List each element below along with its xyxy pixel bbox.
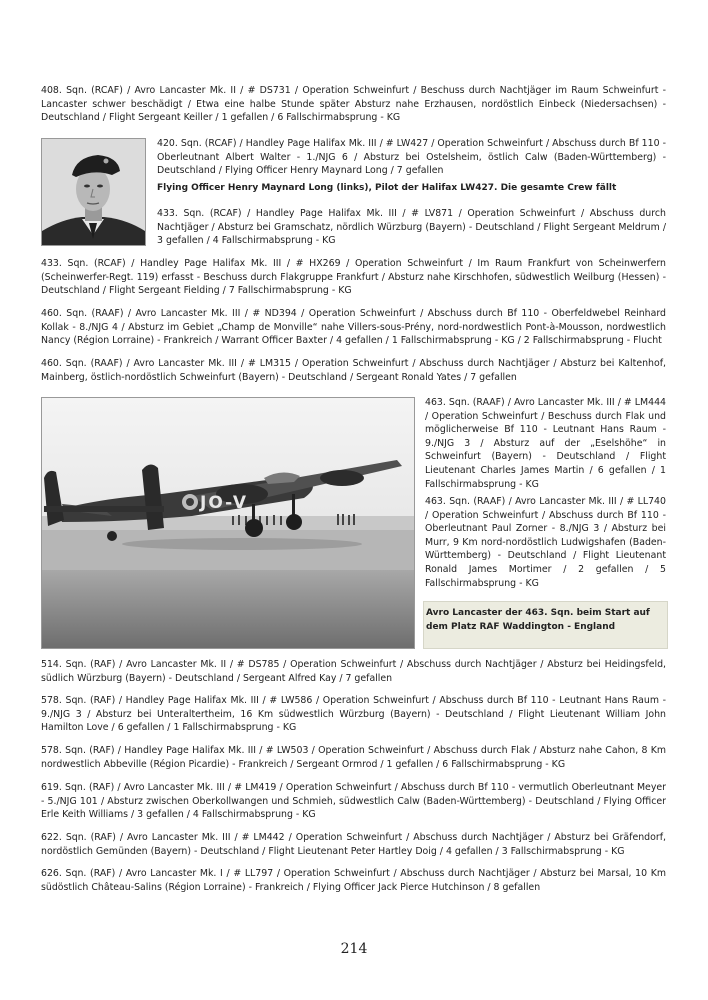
entry-626-ll797: 626. Sqn. (RAF) / Avro Lancaster Mk. I / # LL797 / Operation Schweinfurt / Abschuss durch Nachtjäger / Absturz bei Marsal, 10 Km südöstlich Château-Salins (Région Lorraine) - Frankreich / Flying Officer Jack Pierce Hutchinson / 8 gefallen	[41, 868, 666, 893]
entry-460-nd394: 460. Sqn. (RAAF) / Avro Lancaster Mk. III / # ND394 / Operation Schweinfurt / Abschuss durch Bf 110 - Oberfeldwebel Reinhard Kollak - 8./NJG 4 / Absturz im Gebiet „Champ de Monville“ nahe Villers-sous-Prény, nord-nordwestlich Pont-à-Mousson, nordwestlich Nancy (Région Lorraine) - Frankreich / Warrant Officer Baxter / 4 gefallen / 1 Fallschirmabsprung - KG / 2 Fallschirmabsprung - Flucht	[41, 308, 666, 347]
entry-433-lv871: 433. Sqn. (RCAF) / Handley Page Halifax Mk. III / # LV871 / Operation Schweinfurt / Abschuss durch Nachtjäger / Absturz bei Gramschatz, nördlich Würzburg (Bayern) - Deutschland / Flight Sergeant Meldrum / 3 gefallen / 4 Fallschirmabsprung - KG	[157, 208, 666, 247]
entry-433-hx269: 433. Sqn. (RCAF) / Handley Page Halifax Mk. III / # HX269 / Operation Schweinfurt / Im Raum Frankfurt von Scheinwerfern (Scheinwerfer-Regt. 119) erfasst - Beschuss durch Flakgruppe Frankfurt / Absturz nahe Kirschhofen, südwestlich Weilburg (Hessen) - Deutschland / Flight Sergeant Fielding / 7 Fallschirmabsprung - KG	[41, 258, 666, 297]
lancaster-photo	[41, 397, 415, 649]
entry-514-ds785: 514. Sqn. (RAF) / Avro Lancaster Mk. II / # DS785 / Operation Schweinfurt / Abschuss durch Nachtjäger / Absturz bei Heidingsfeld, südlich Würzburg (Bayern) - Deutschland / Sergeant Alfred Kay / 7 gefallen	[41, 659, 666, 684]
entry-460-lm315: 460. Sqn. (RAAF) / Avro Lancaster Mk. III / # LM315 / Operation Schweinfurt / Abschuss durch Nachtjäger / Absturz bei Kaltenhof, Mainberg, östlich-nordöstlich Schweinfurt (Bayern) - Deutschland / Sergeant Ronald Yates / 7 gefallen	[41, 358, 666, 383]
entry-463-ll740: 463. Sqn. (RAAF) / Avro Lancaster Mk. III / # LL740 / Operation Schweinfurt / Abschuss durch Bf 110 - Oberleutnant Paul Zorner - 8./NJG 3 / Absturz bei Murr, 9 Km nord-nordöstlich Ludwigshafen (Baden-Württemberg) - Deutschland / Flight Lieutenant Ronald James Mortimer / 2 gefallen / 5 Fallschirmabsprung - KG	[425, 496, 666, 589]
portrait-caption: Flying Officer Henry Maynard Long (links), Pilot der Halifax LW427. Die gesamte Crew fällt	[157, 183, 617, 193]
portrait-image	[42, 139, 145, 245]
aircraft-code-letters: JO-V	[200, 493, 249, 513]
entry-578-lw503: 578. Sqn. (RAF) / Handley Page Halifax Mk. III / # LW503 / Operation Schweinfurt / Abschuss durch Flak / Absturz nahe Cahon, 8 Km nordwestlich Abbeville (Région Picardie) - Frankreich / Sergeant Ormrod / 1 gefallen / 6 Fallschirmabsprung - KG	[41, 745, 666, 770]
entry-619-lm419: 619. Sqn. (RAF) / Avro Lancaster Mk. III / # LM419 / Operation Schweinfurt / Abschuss durch Bf 110 - vermutlich Oberleutnant Meyer - 5./NJG 101 / Absturz zwischen Oberkollwangen und Schmieh, südwestlich Calw (Baden-Württemberg) - Deutschland / Flying Officer Erle Keith Williams / 3 gefallen / 4 Fallschirmabsprung - KG	[41, 782, 666, 821]
photo-caption: Avro Lancaster der 463. Sqn. beim Start auf dem Platz RAF Waddington - England	[426, 608, 650, 632]
page-number: 214	[340, 941, 368, 957]
entry-622-lm442: 622. Sqn. (RAF) / Avro Lancaster Mk. III / # LM442 / Operation Schweinfurt / Abschuss durch Nachtjäger / Absturz bei Gräfendorf, nordöstlich Gemünden (Bayern) - Deutschland / Flight Lieutenant Peter Hartley Doig / 4 gefallen / 3 Fallschirmabsprung - KG	[41, 832, 666, 857]
entry-463-lm444: 463. Sqn. (RAAF) / Avro Lancaster Mk. III / # LM444 / Operation Schweinfurt / Beschuss durch Flak und möglicherweise Bf 110 - Leutnant Hans Raum - 9./NJG 3 / Absturz auf der „Eselshöhe“ in Schweinfurt (Bayern) - Deutschland / Flight Lieutenant Charles James Martin / 6 gefallen / 1 Fallschirmabsprung - KG	[425, 397, 666, 490]
portrait-photo	[41, 138, 146, 246]
entry-420-lw427: 420. Sqn. (RCAF) / Handley Page Halifax Mk. III / # LW427 / Operation Schweinfurt / Abschuss durch Bf 110 - Oberleutnant Albert Walter - 1./NJG 6 / Absturz bei Ostelsheim, östlich Calw (Baden-Württemberg) - Deutschland / Flying Officer Henry Maynard Long / 7 gefallen	[157, 138, 666, 177]
entry-408-ds731: 408. Sqn. (RCAF) / Avro Lancaster Mk. II / # DS731 / Operation Schweinfurt / Beschuss durch Nachtjäger im Raum Schweinfurt - Lancaster schwer beschädigt / Etwa eine halbe Stunde später Absturz nahe Erzhausen, nordöstlich Einbeck (Niedersachsen) - Deutschland / Flight Sergeant Keiller / 1 gefallen / 6 Fallschirmabsprung - KG	[41, 85, 666, 124]
entry-578-lw586: 578. Sqn. (RAF) / Handley Page Halifax Mk. III / # LW586 / Operation Schweinfurt / Abschuss durch Bf 110 - Leutnant Hans Raum - 9./NJG 3 / Absturz bei Unteraltertheim, 16 Km südwestlich Würzburg (Bayern) - Deutschland / Flight Lieutenant William John Hamilton Love / 6 gefallen / 1 Fallschirmabsprung - KG	[41, 695, 666, 734]
lancaster-image	[42, 398, 414, 648]
